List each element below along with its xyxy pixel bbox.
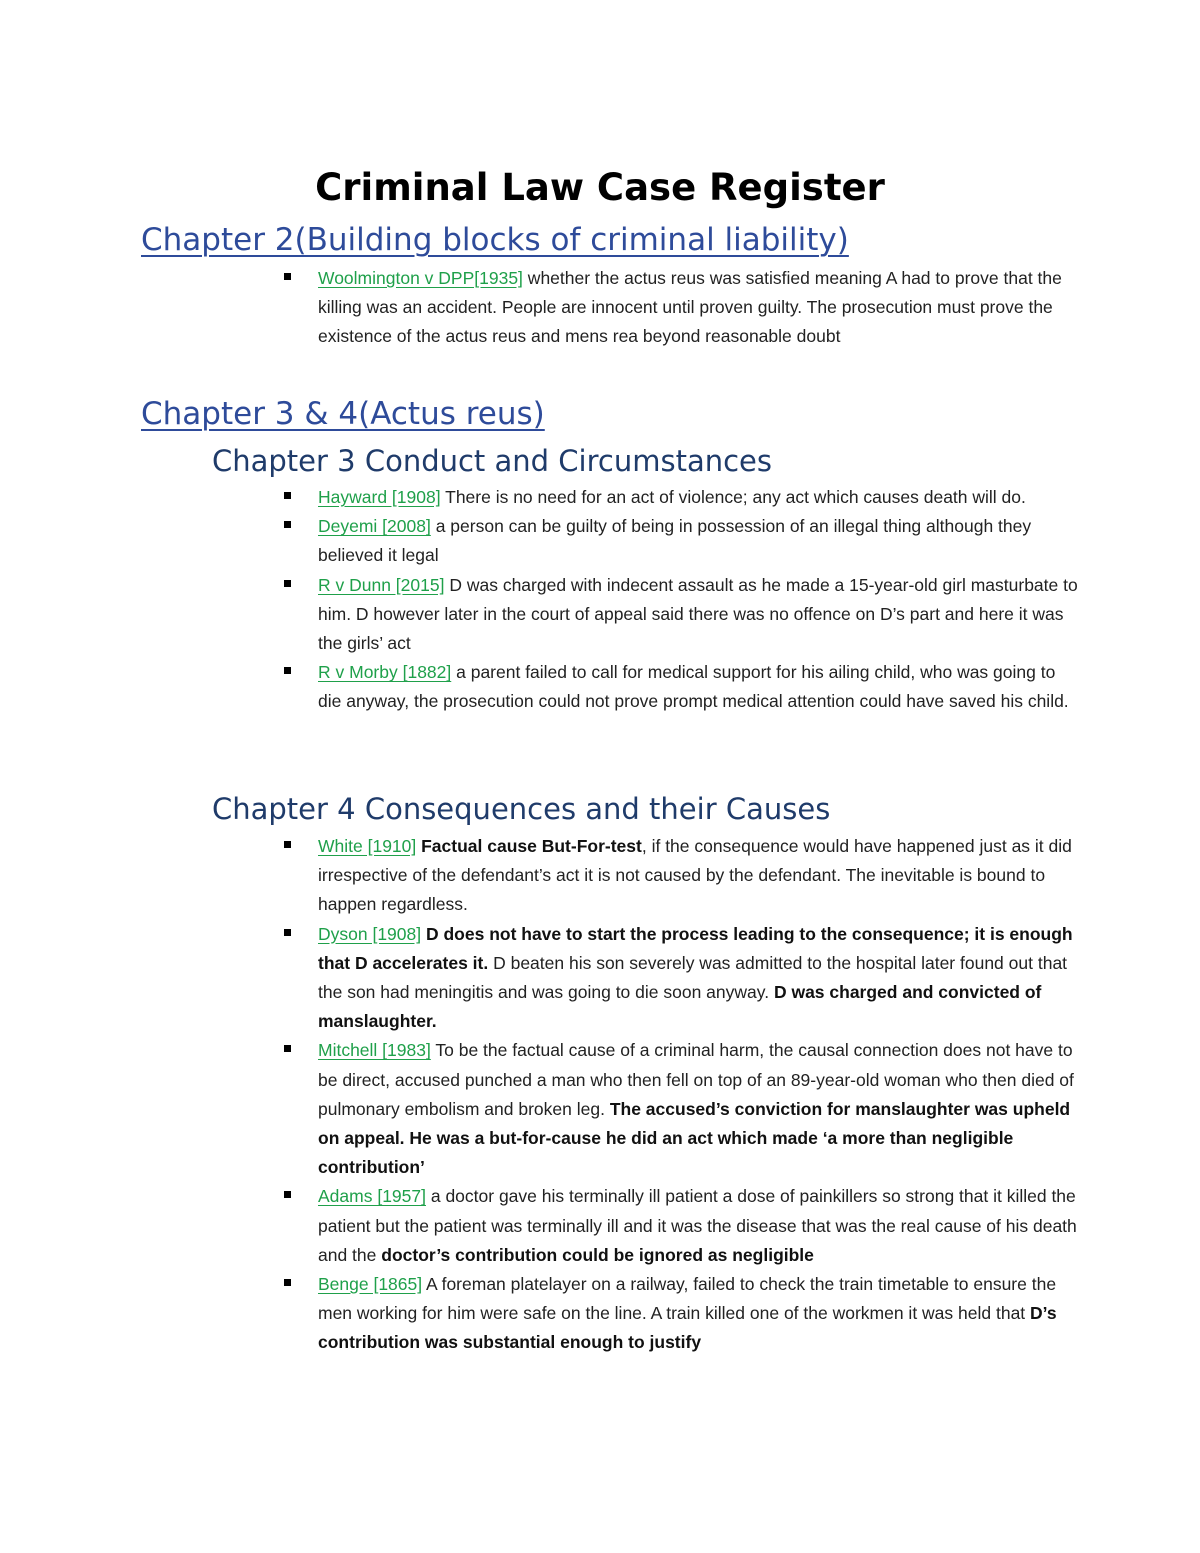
case-link-dunn[interactable]: R v Dunn [2015] [318, 574, 445, 595]
square-bullet-icon [284, 580, 291, 587]
document-title: Criminal Law Case Register [315, 166, 885, 209]
list-item [0, 1182, 1078, 1270]
case-description: , if the consequence would have happened just as it did irrespective of the defendant’s act it is not caused by the defendant. The inevitable is bound to happen regardless. [318, 836, 1072, 915]
square-bullet-icon [284, 841, 291, 848]
chapter-2-case-list [0, 264, 1078, 352]
case-description: a person can be guilty of being in possession of an illegal thing although they believed it legal [318, 516, 1032, 566]
case-key-principle: Factual cause But-For-test [416, 836, 642, 856]
case-description: A foreman platelayer on a railway, failed to check the train timetable to ensure the men working for him were safe on the line. A train killed one of the workmen it was held that [318, 1274, 1057, 1324]
chapter-3-heading: Chapter 3 Conduct and Circumstances [212, 444, 772, 478]
square-bullet-icon [284, 492, 291, 499]
square-bullet-icon [284, 521, 291, 528]
case-description: D was charged with indecent assault as he made a 15-year-old girl masturbate to him. D however later in the court of appeal said there was no offence on D’s part and here it was the girls’ act [318, 574, 1078, 654]
case-outcome: The accused’s conviction for manslaughter was upheld on appeal. He was a but-for-cause he did an act which made ‘a more than negligible contribution’ [318, 1098, 1071, 1178]
square-bullet-icon [284, 1279, 291, 1286]
chapter-3-case-list [0, 483, 1078, 717]
case-link-morby[interactable]: R v Morby [1882] [318, 662, 452, 683]
case-description: To be the factual cause of a criminal harm, the causal connection does not have to be direct, accused punched a man who then fell on top of an 89-year-old woman who then died of pulmonary embolism and broken leg. [318, 1040, 1074, 1119]
list-item [0, 483, 1078, 512]
square-bullet-icon [284, 1045, 291, 1052]
chapter-3-4-heading: Chapter 3 & 4(Actus reus) [141, 396, 545, 432]
list-item [0, 512, 1078, 570]
case-link-woolmington[interactable]: Woolmington v DPP[1935] [318, 268, 523, 288]
case-link-dyson[interactable]: Dyson [1908] [318, 923, 422, 944]
case-description: There is no need for an act of violence; any act which causes death will do. [440, 487, 1026, 507]
case-link-white[interactable]: White [1910] [318, 836, 417, 856]
square-bullet-icon [284, 667, 291, 674]
case-description: whether the actus reus was satisfied meaning A had to prove that the killing was an accident. People are innocent until proven guilty. The prosecution must prove the existence of the actus reus and mens rea beyond reasonable doubt [318, 268, 1062, 347]
list-item [0, 1036, 1078, 1182]
case-link-deyemi[interactable]: Deyemi [2008] [318, 516, 431, 537]
chapter-2-heading: Chapter 2(Building blocks of criminal liability) [141, 222, 849, 258]
list-item [0, 1270, 1078, 1358]
case-description: a doctor gave his terminally ill patient a dose of painkillers so strong that it killed the patient but the patient was terminally ill and it was the disease that was the real cause of his death and the [318, 1186, 1077, 1265]
case-link-adams[interactable]: Adams [1957] [318, 1186, 426, 1207]
list-item [0, 264, 1078, 352]
case-key-principle: D does not have to start the process leading to the consequence; it is enough that D accelerates it. [318, 923, 1073, 973]
case-description: a parent failed to call for medical support for his ailing child, who was going to die anyway, the prosecution could not prove prompt medical attention could have saved his child. [318, 662, 1069, 712]
list-item [0, 920, 1078, 1037]
case-link-hayward[interactable]: Hayward [1908] [318, 487, 441, 507]
square-bullet-icon [284, 1191, 291, 1198]
square-bullet-icon [284, 273, 291, 280]
list-item [0, 658, 1078, 716]
case-link-mitchell[interactable]: Mitchell [1983] [318, 1040, 431, 1061]
list-item [0, 571, 1078, 659]
case-outcome: D’s contribution was substantial enough to justify [318, 1303, 1057, 1353]
chapter-4-heading: Chapter 4 Consequences and their Causes [212, 792, 831, 826]
case-link-benge[interactable]: Benge [1865] [318, 1274, 423, 1295]
case-outcome: doctor’s contribution could be ignored as negligible [381, 1244, 814, 1265]
list-item [0, 832, 1078, 920]
chapter-4-case-list [0, 832, 1078, 1358]
square-bullet-icon [284, 929, 291, 936]
case-outcome: D was charged and convicted of manslaughter. [318, 982, 1042, 1032]
case-description: D beaten his son severely was admitted to the hospital later found out that the son had meningitis and was going to die soon anyway. [318, 952, 1068, 1003]
